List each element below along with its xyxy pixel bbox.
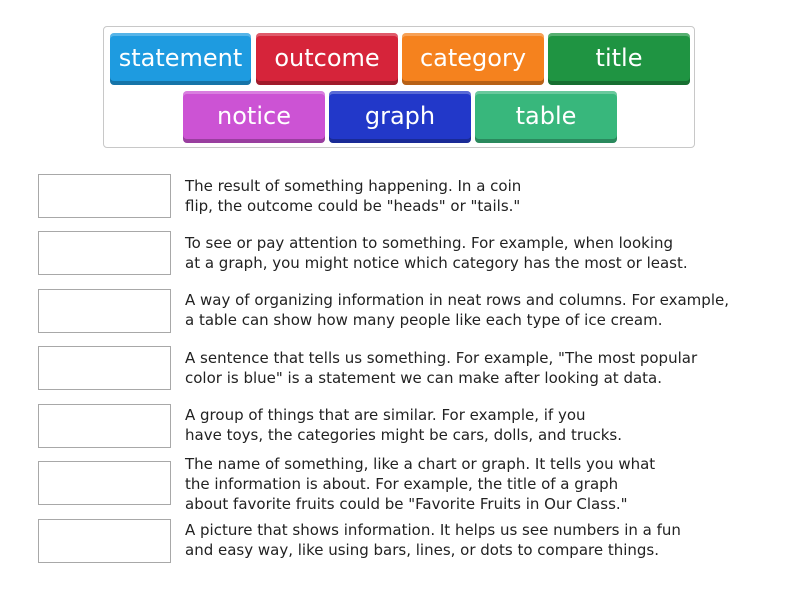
definition-1 <box>185 176 785 216</box>
definition-line: at a graph, you might notice which category has the most or least. <box>185 254 688 272</box>
definition-line: about favorite fruits could be "Favorite Fruits in Our Class." <box>185 495 628 513</box>
definition-6 <box>185 454 785 514</box>
answer-box-3[interactable] <box>38 289 171 333</box>
tile-table[interactable]: table <box>475 91 617 143</box>
answer-box-4[interactable] <box>38 346 171 390</box>
definition-line: A sentence that tells us something. For example, "The most popular <box>185 349 698 367</box>
definition-line: The name of something, like a chart or graph. It tells you what <box>185 455 656 473</box>
definition-line: The result of something happening. In a coin <box>185 177 522 195</box>
definition-line: A picture that shows information. It helps us see numbers in a fun <box>185 521 681 539</box>
definition-line: A group of things that are similar. For example, if you <box>185 406 586 424</box>
tile-outcome[interactable]: outcome <box>256 33 398 85</box>
definition-line: color is blue" is a statement we can make after looking at data. <box>185 369 663 387</box>
tile-title[interactable]: title <box>548 33 690 85</box>
definition-3 <box>185 290 785 330</box>
definition-line: have toys, the categories might be cars, dolls, and trucks. <box>185 426 623 444</box>
definition-line: a table can show how many people like each type of ice cream. <box>185 311 663 329</box>
definition-2 <box>185 233 785 273</box>
tile-notice[interactable]: notice <box>183 91 325 143</box>
definition-line: and easy way, like using bars, lines, or dots to compare things. <box>185 541 660 559</box>
definition-7 <box>185 520 785 560</box>
definition-line: the information is about. For example, the title of a graph <box>185 475 619 493</box>
answer-box-6[interactable] <box>38 461 171 505</box>
definition-4 <box>185 348 785 388</box>
answer-box-2[interactable] <box>38 231 171 275</box>
tile-graph[interactable]: graph <box>329 91 471 143</box>
tile-statement[interactable]: statement <box>110 33 251 85</box>
definition-line: A way of organizing information in neat rows and columns. For example, <box>185 291 729 309</box>
word-bank <box>103 26 695 148</box>
answer-box-7[interactable] <box>38 519 171 563</box>
definition-line: To see or pay attention to something. For example, when looking <box>185 234 674 252</box>
definition-line: flip, the outcome could be "heads" or "tails." <box>185 197 521 215</box>
answer-box-5[interactable] <box>38 404 171 448</box>
answer-box-1[interactable] <box>38 174 171 218</box>
definition-5 <box>185 405 785 445</box>
tile-category[interactable]: category <box>402 33 544 85</box>
